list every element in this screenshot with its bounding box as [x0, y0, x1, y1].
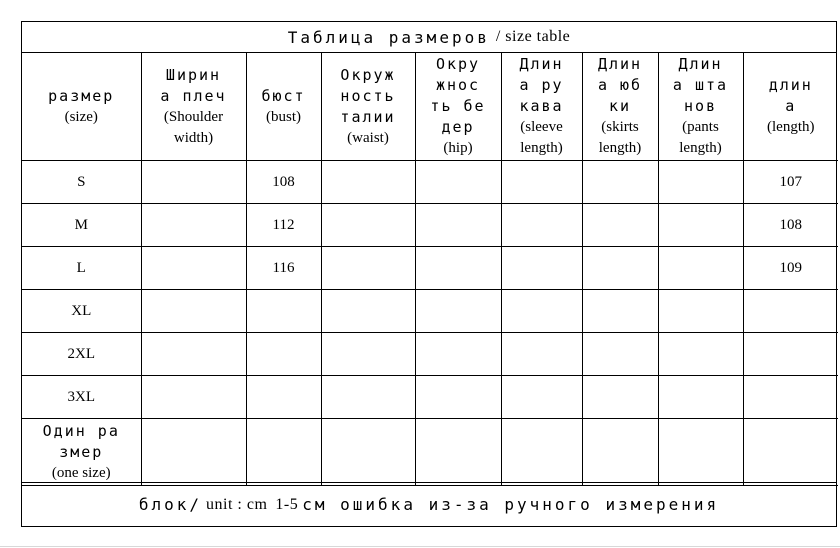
size-label: XL	[22, 290, 141, 333]
cell-pants	[658, 161, 743, 204]
cell-waist	[321, 204, 415, 247]
cell-shoulder	[141, 247, 246, 290]
header-skirt-length: Длин а юб ки (skirts length)	[582, 53, 658, 161]
cell-bust: 108	[246, 161, 321, 204]
cell-pants	[658, 419, 743, 486]
cell-hip	[415, 247, 501, 290]
cell-length	[743, 419, 838, 486]
header-size: размер (size)	[22, 53, 141, 161]
cell-hip	[415, 204, 501, 247]
size-label: L	[22, 247, 141, 290]
header-hip: Окру жнос ть бе дер (hip)	[415, 53, 501, 161]
header-sleeve-length: Длин а ру кава (sleeve length)	[501, 53, 582, 161]
cell-skirt	[582, 204, 658, 247]
cell-shoulder	[141, 290, 246, 333]
footer-unit: unit : cm	[206, 495, 268, 513]
cell-pants	[658, 290, 743, 333]
cell-bust: 116	[246, 247, 321, 290]
cell-sleeve	[501, 161, 582, 204]
cell-waist	[321, 333, 415, 376]
cell-waist	[321, 161, 415, 204]
cell-hip	[415, 161, 501, 204]
table-row-one-size	[22, 419, 838, 486]
cell-shoulder	[141, 376, 246, 419]
cell-pants	[658, 247, 743, 290]
table-title	[22, 22, 836, 53]
table-row	[22, 247, 838, 290]
cell-skirt	[582, 419, 658, 486]
footer-ru-note: см ошибка из-за ручного измерения	[302, 495, 720, 514]
cell-bust	[246, 419, 321, 486]
table-row	[22, 161, 838, 204]
cell-bust: 112	[246, 204, 321, 247]
cell-length	[743, 333, 838, 376]
cell-skirt	[582, 376, 658, 419]
cell-bust	[246, 290, 321, 333]
header-shoulder-width: Ширин а плеч (Shoulder width)	[141, 53, 246, 161]
cell-sleeve	[501, 247, 582, 290]
table-row	[22, 376, 838, 419]
cell-pants	[658, 333, 743, 376]
footer-range: 1-5	[275, 495, 299, 513]
cell-skirt	[582, 290, 658, 333]
cell-sleeve	[501, 419, 582, 486]
cell-bust	[246, 333, 321, 376]
cell-hip	[415, 290, 501, 333]
header-pants-length: Длин а шта нов (pants length)	[658, 53, 743, 161]
cell-sleeve	[501, 204, 582, 247]
table-row	[22, 333, 838, 376]
size-table	[22, 53, 838, 486]
bottom-divider	[0, 546, 840, 547]
cell-skirt	[582, 161, 658, 204]
size-label-one-size: Один ра змер (one size)	[22, 419, 141, 486]
cell-length	[743, 376, 838, 419]
cell-hip	[415, 376, 501, 419]
cell-sleeve	[501, 290, 582, 333]
cell-bust	[246, 376, 321, 419]
cell-length: 109	[743, 247, 838, 290]
cell-pants	[658, 376, 743, 419]
cell-shoulder	[141, 419, 246, 486]
cell-pants	[658, 204, 743, 247]
cell-length: 108	[743, 204, 838, 247]
cell-skirt	[582, 333, 658, 376]
header-bust: бюст (bust)	[246, 53, 321, 161]
cell-sleeve	[501, 333, 582, 376]
measurement-note	[22, 482, 836, 526]
cell-waist	[321, 376, 415, 419]
table-row	[22, 204, 838, 247]
header-length: длин а (length)	[743, 53, 838, 161]
cell-waist	[321, 419, 415, 486]
cell-shoulder	[141, 333, 246, 376]
size-label: 2XL	[22, 333, 141, 376]
cell-length: 107	[743, 161, 838, 204]
size-label: M	[22, 204, 141, 247]
table-row	[22, 290, 838, 333]
size-label: S	[22, 161, 141, 204]
title-ru: Таблица размеров	[287, 27, 490, 47]
cell-waist	[321, 247, 415, 290]
cell-shoulder	[141, 161, 246, 204]
cell-sleeve	[501, 376, 582, 419]
header-row	[22, 53, 838, 161]
cell-shoulder	[141, 204, 246, 247]
cell-length	[743, 290, 838, 333]
cell-skirt	[582, 247, 658, 290]
cell-hip	[415, 419, 501, 486]
cell-hip	[415, 333, 501, 376]
size-table-sheet	[21, 21, 837, 527]
header-waist: Окруж ность талии (waist)	[321, 53, 415, 161]
size-label: 3XL	[22, 376, 141, 419]
title-en: / size table	[495, 28, 571, 45]
footer-ru-prefix: блок/	[138, 495, 203, 514]
cell-waist	[321, 290, 415, 333]
